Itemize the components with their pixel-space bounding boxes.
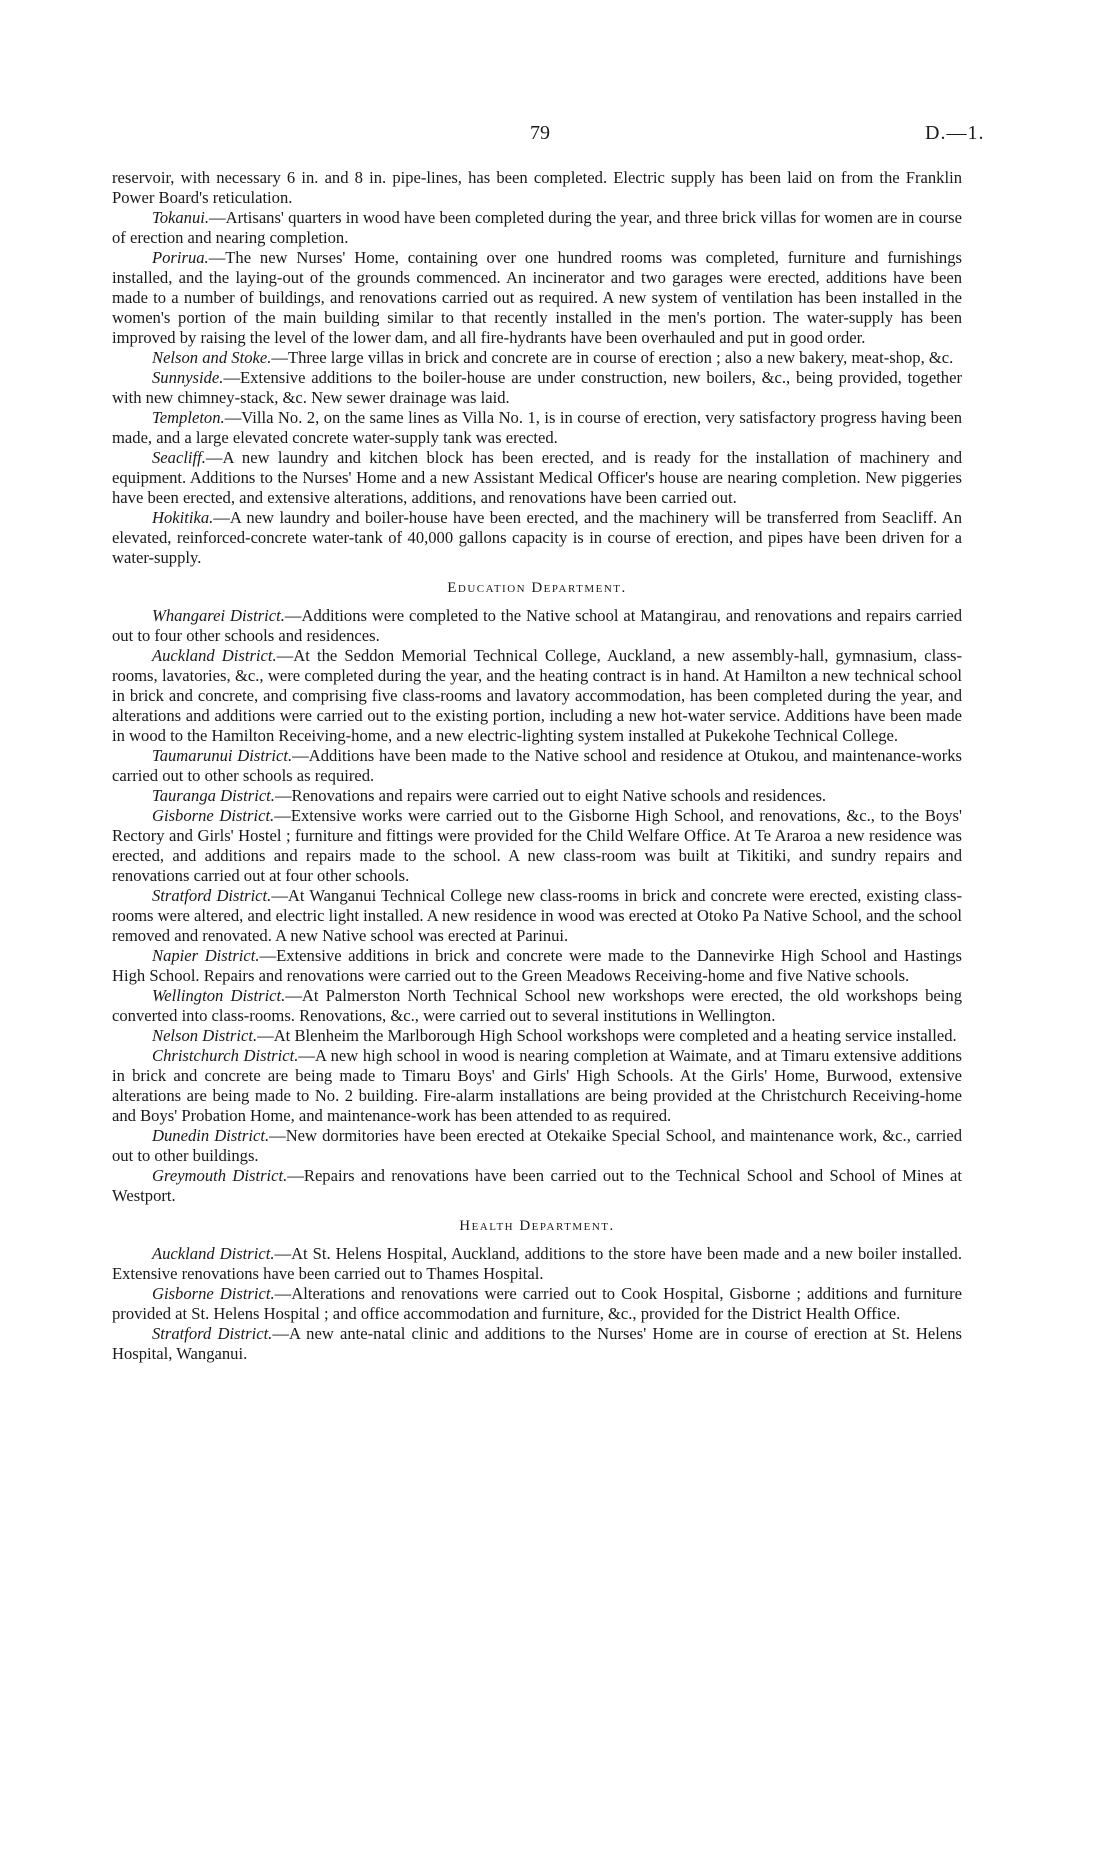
location-name: Hokitika. (152, 508, 214, 527)
paragraph-text: —At Blenheim the Marlborough High School workshops were completed and a heating service installed. (257, 1026, 957, 1045)
location-name: Stratford District. (152, 1324, 273, 1343)
section-heading: Education Department. (447, 580, 627, 596)
location-name: Gisborne District. (152, 1284, 275, 1303)
location-name: Nelson District. (152, 1026, 258, 1045)
location-name: Sunnyside. (152, 368, 224, 387)
paragraph-text: —The new Nurses' Home, containing over one hundred rooms was completed, furniture and furnishings installed, and the laying-out of the grounds commenced. An incinerator and two garages were erected, additions have been made to a number of buildings, and renovations carried out as required. A new system of ventilation has been installed in the women's portion of the main building similar to that recently installed in the men's portion. The water-supply has been improved by raising the level of the lower dam, and all fire-hydrants have been overhauled and put in good order. (112, 248, 962, 347)
location-name: Napier District. (152, 946, 260, 965)
paragraph-text: —Villa No. 2, on the same lines as Villa No. 1, is in course of erection, very satisfactory progress having been made, and a large elevated concrete water-supply tank was erected. (112, 408, 962, 447)
paragraph-text: —Repairs and renovations have been carried out to the Technical School and School of Mines at Westport. (112, 1166, 963, 1205)
paragraph-text: —Extensive additions to the boiler-house are under construction, new boilers, &c., being provided, together with new chimney-stack, &c. New sewer drainage was laid. (112, 368, 962, 407)
paragraph-text: —Additions were completed to the Native school at Matangirau, and renovations and repairs carried out to four other schools and residences. (112, 606, 962, 645)
report-paragraph (112, 1026, 962, 1046)
report-paragraph (112, 348, 962, 368)
report-paragraph (112, 1126, 962, 1166)
paragraph-text: —At Wanganui Technical College new class-rooms in brick and concrete were erected, existing class-rooms were altered, and electric light installed. A new residence in wood was erected at Otoko Pa Native School, and the school removed and renovated. A new Native school was erected at Parinui. (112, 886, 962, 945)
document-body (112, 168, 962, 1364)
document-reference: D.—1. (925, 122, 985, 144)
location-name: Greymouth District. (152, 1166, 288, 1185)
report-paragraph (112, 248, 962, 348)
paragraph-text: —Additions have been made to the Native school and residence at Otukou, and maintenance-works carried out to other schools as required. (112, 746, 962, 785)
report-paragraph (112, 1046, 962, 1126)
report-paragraph (112, 606, 962, 646)
paragraph-text: —A new high school in wood is nearing completion at Waimate, and at Timaru extensive additions in brick and concrete are being made to Timaru Boys' and Girls' High Schools. At the Girls' Home, Burwood, extensive alterations are being made to No. 2 building. Fire-alarm installations are being provided at the Christchurch Receiving-home and Boys' Probation Home, and maintenance-work has been attended to as required. (112, 1046, 962, 1125)
page-number: 79 (530, 122, 550, 144)
location-name: Gisborne District. (152, 806, 275, 825)
location-name: Templeton. (152, 408, 225, 427)
paragraph-text: —At Palmerston North Technical School new workshops were erected, the old workshops being converted into class-rooms. Renovations, &c., were carried out to several institutions in Wellington. (112, 986, 962, 1025)
paragraph-text: —Three large villas in brick and concrete are in course of erection ; also a new bakery, meat-shop, &c. (271, 348, 954, 367)
section-heading: Health Department. (459, 1218, 615, 1234)
report-paragraph (112, 986, 962, 1026)
paragraph-text: —Renovations and repairs were carried out to eight Native schools and residences. (274, 786, 827, 805)
location-name: Tokanui. (152, 208, 210, 227)
paragraph-text: —A new ante-natal clinic and additions to the Nurses' Home are in course of erection at St. Helens Hospital, Wanganui. (112, 1324, 962, 1363)
report-paragraph (112, 746, 962, 786)
location-name: Tauranga District. (152, 786, 275, 805)
location-name: Stratford District. (152, 886, 272, 905)
paragraph-text: —At the Seddon Memorial Technical College, Auckland, a new assembly-hall, gymnasium, class-rooms, lavatories, &c., were completed during the year, and the heating contract is in hand. At Hamilton a new technical school in brick and concrete, and comprising five class-rooms and lavatory accommodation, has been completed during the year, and alterations and additions were carried out to the existing portion, including a new hot-water service. Additions have been made in wood to the Hamilton Receiving-home, and a new electric-lighting system installed at Pukekohe Technical College. (112, 646, 962, 745)
report-paragraph (112, 886, 962, 946)
report-paragraph (112, 806, 962, 886)
location-name: Taumarunui District. (152, 746, 293, 765)
paragraph-text: —Artisans' quarters in wood have been completed during the year, and three brick villas for women are in course of erection and nearing completion. (112, 208, 962, 247)
paragraph-text: —Extensive additions in brick and concrete were made to the Dannevirke High School and Hastings High School. Repairs and renovations were carried out to the Green Meadows Receiving-home and five Native schools. (112, 946, 962, 985)
paragraph-text: —Extensive works were carried out to the Gisborne High School, and renovations, &c., to the Boys' Rectory and Girls' Hostel ; furniture and fittings were provided for the Child Welfare Office. At Te Araroa a new residence was erected, and additions and repairs made to the school. A new class-room was built at Tikitiki, and sundry repairs and renovations carried out at four other schools. (112, 806, 962, 885)
location-name: Auckland District. (152, 646, 277, 665)
paragraph-text: —A new laundry and boiler-house have been erected, and the machinery will be transferred from Seacliff. An elevated, reinforced-concrete water-tank of 40,000 gallons capacity is in course of erection, and pipes have been driven for a water-supply. (112, 508, 962, 567)
paragraph-text: —At St. Helens Hospital, Auckland, additions to the store have been made and a new boiler installed. Extensive renovations have been carried out to Thames Hospital. (112, 1244, 963, 1283)
report-paragraph (112, 1166, 962, 1206)
report-paragraph (112, 508, 962, 568)
report-paragraph (112, 786, 962, 806)
location-name: Christchurch District. (152, 1046, 299, 1065)
location-name: Whangarei District. (152, 606, 285, 625)
report-paragraph (112, 208, 962, 248)
continuation-paragraph: reservoir, with necessary 6 in. and 8 in. pipe-lines, has been completed. Electric supply has been laid on from the Franklin Power Board's reticulation. (112, 168, 962, 207)
location-name: Auckland District. (152, 1244, 275, 1263)
paragraph-text: —Alterations and renovations were carried out to Cook Hospital, Gisborne ; additions and furniture provided at St. Helens Hospital ; and office accommodation and furniture, &c., provided for the District Health Office. (112, 1284, 962, 1323)
report-paragraph (112, 646, 962, 746)
page-header (0, 122, 1114, 152)
location-name: Porirua. (152, 248, 209, 267)
location-name: Wellington District. (152, 986, 286, 1005)
location-name: Dunedin District. (152, 1126, 270, 1145)
location-name: Nelson and Stoke. (152, 348, 272, 367)
report-paragraph (112, 946, 962, 986)
report-paragraph (112, 368, 962, 408)
report-paragraph (112, 448, 962, 508)
report-paragraph (112, 1324, 962, 1364)
paragraph-text: —New dormitories have been erected at Otekaike Special School, and maintenance work, &c., carried out to other buildings. (112, 1126, 963, 1165)
paragraph-text: —A new laundry and kitchen block has been erected, and is ready for the installation of machinery and equipment. Additions to the Nurses' Home and a new Assistant Medical Officer's house are nearing completion. New piggeries have been erected, and extensive alterations, additions, and renovations have been carried out. (112, 448, 962, 507)
report-paragraph (112, 408, 962, 448)
report-paragraph (112, 1244, 962, 1284)
location-name: Seacliff. (152, 448, 206, 467)
report-paragraph (112, 1284, 962, 1324)
